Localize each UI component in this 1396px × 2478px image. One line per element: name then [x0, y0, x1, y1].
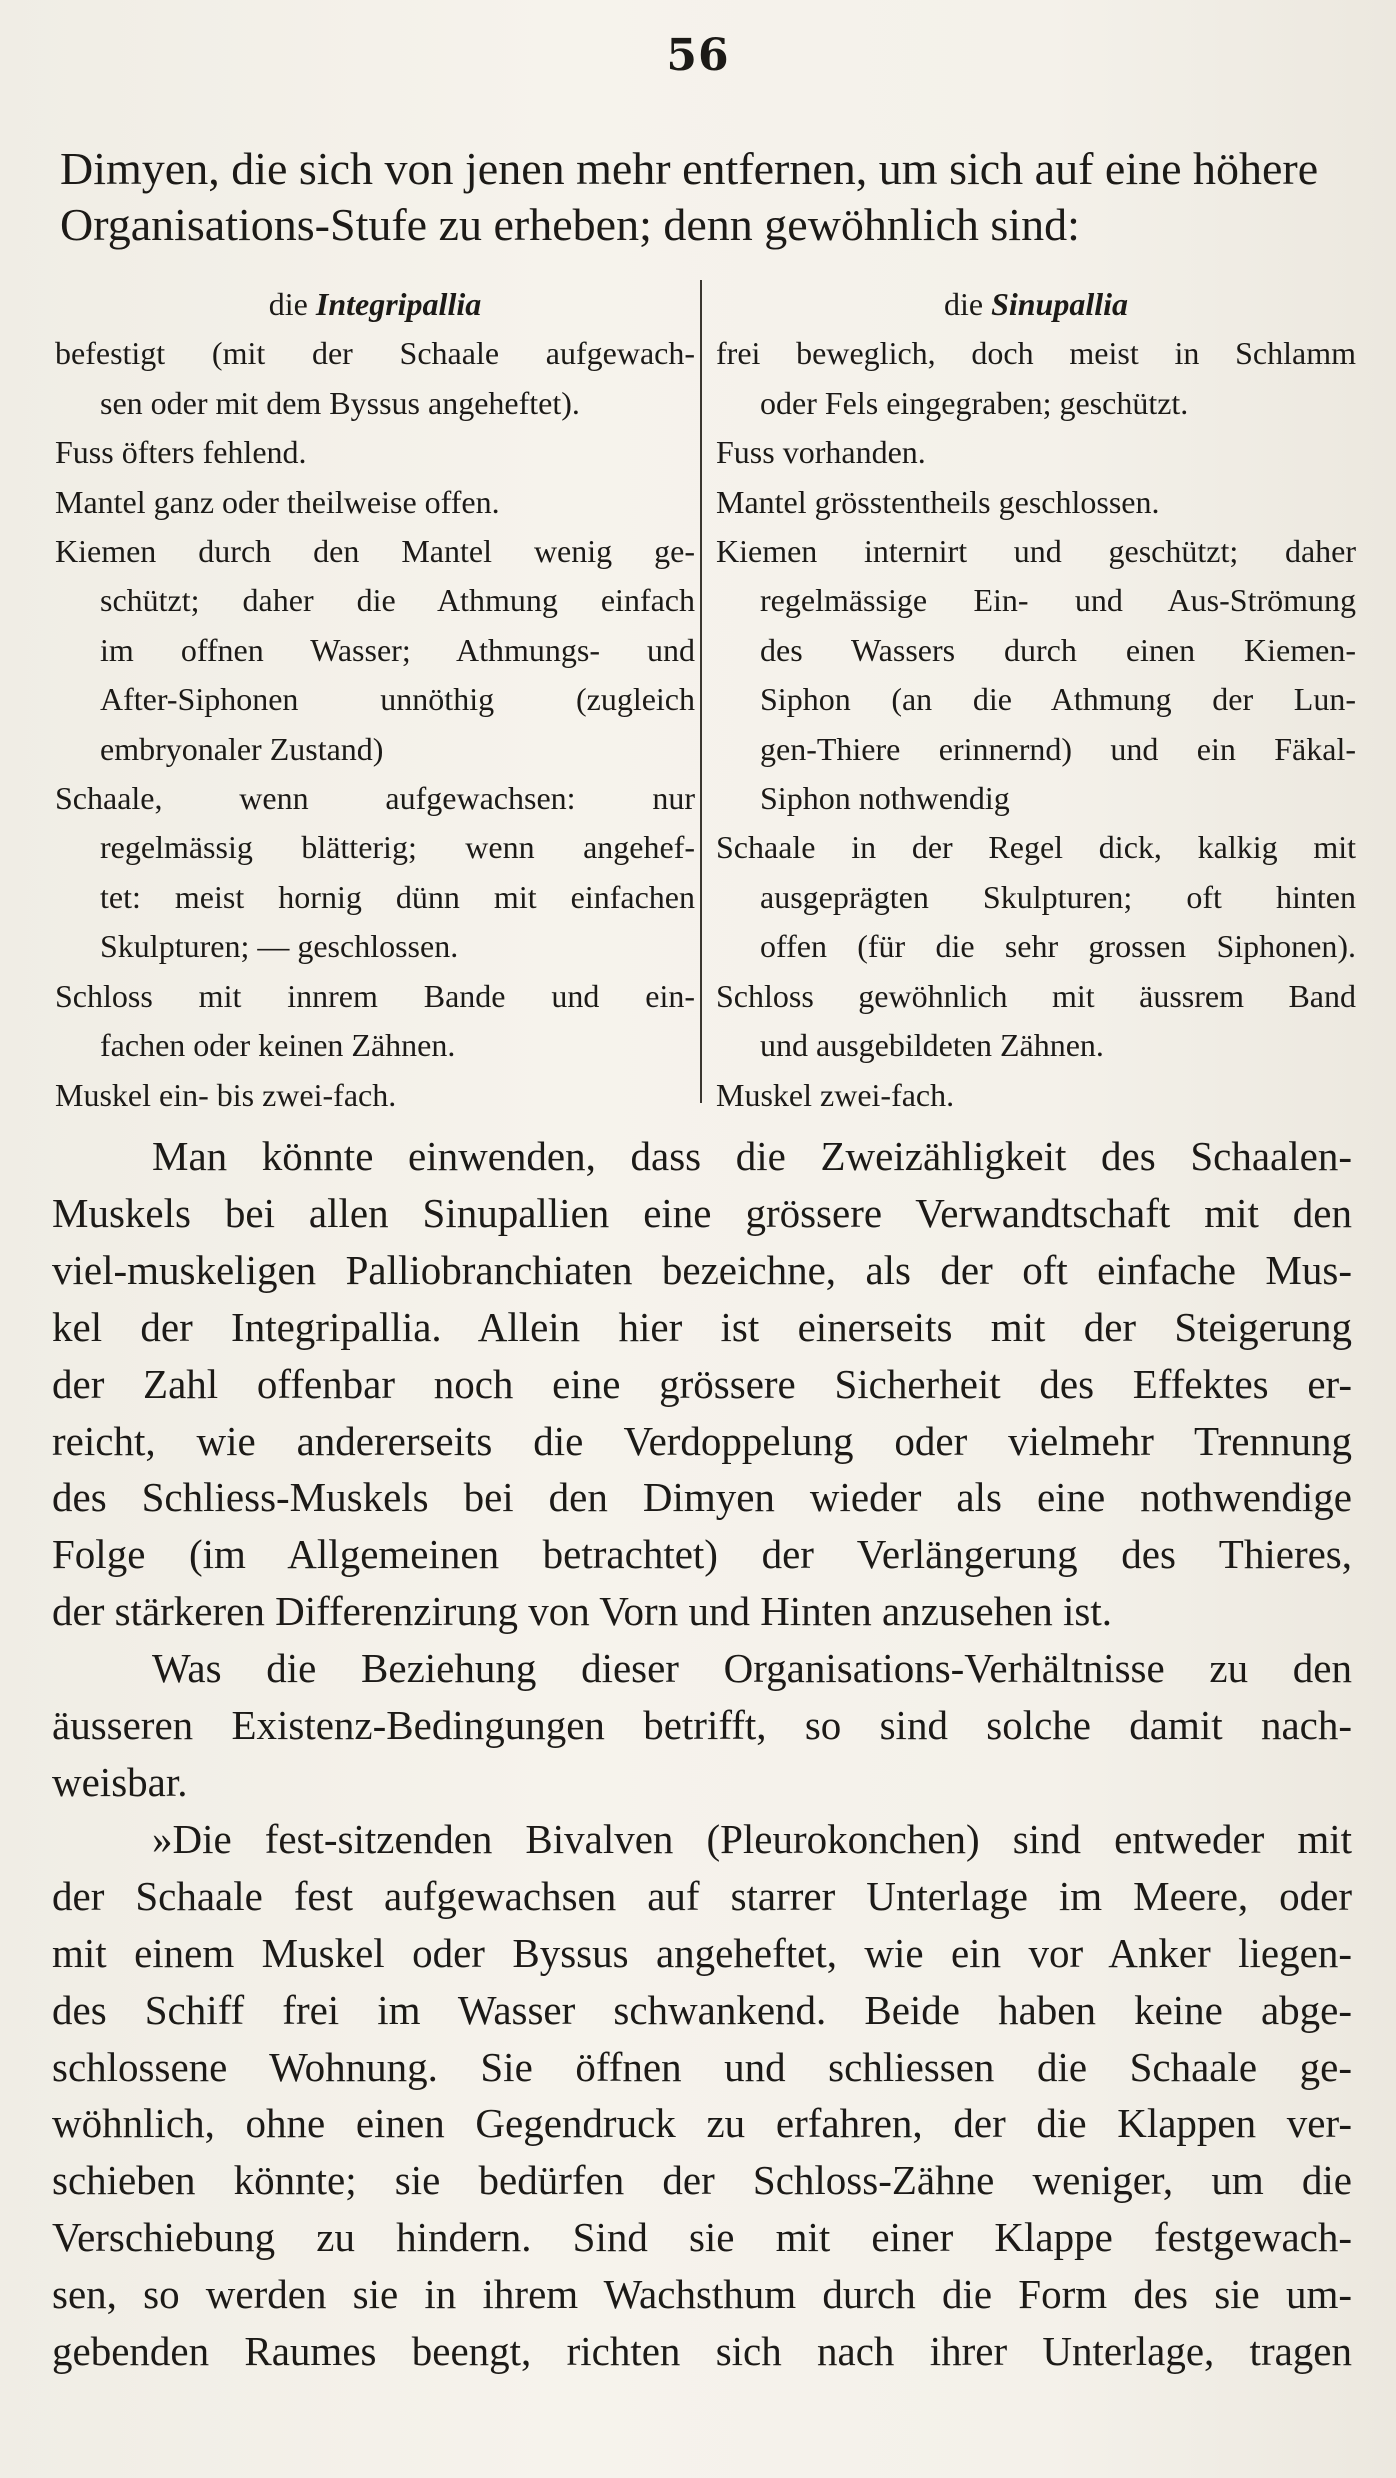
column-line: Muskel ein- bis zwei-fach. [55, 1076, 397, 1113]
column-line: Siphon nothwendig [760, 780, 1010, 817]
column-line: ausgeprägten Skulpturen; oft hinten [760, 878, 1356, 915]
column-line: Siphon (an die Athmung der Lun- [760, 681, 1356, 718]
body-line: Folge (im Allgemeinen betrachtet) der Verlängerung des Thieres, [52, 1531, 1352, 1578]
body-line: viel-muskeligen Palliobranchiaten bezeichne, als der oft einfache Mus- [52, 1246, 1352, 1293]
column-divider [700, 280, 702, 1103]
body-line: des Schiff frei im Wasser schwankend. Beide haben keine abge- [52, 1986, 1352, 2033]
heading-term: Integripallia [315, 286, 482, 322]
left-column [55, 280, 695, 1120]
page-number: 56 [666, 30, 730, 81]
intro-line: Dimyen, die sich von jenen mehr entfernen, um sich auf eine höhere [60, 143, 1319, 194]
body-text [52, 1128, 1352, 2380]
column-line: des Wassers durch einen Kiemen- [760, 631, 1356, 668]
column-line: Schloss mit innrem Bande und ein- [55, 977, 695, 1014]
column-line: Fuss öfters fehlend. [55, 434, 307, 471]
body-line: Verschiebung zu hindern. Sind sie mit einer Klappe festgewach- [52, 2214, 1352, 2261]
left-column-heading [55, 280, 695, 329]
column-line: Schaale in der Regel dick, kalkig mit [716, 829, 1356, 866]
intro-line: Organisations-Stufe zu erheben; denn gewöhnlich sind: [60, 199, 1080, 250]
column-line: Mantel ganz oder theilweise offen. [55, 483, 500, 520]
column-line: offen (für die sehr grossen Siphonen). [760, 928, 1356, 965]
column-line: sen oder mit dem Byssus angeheftet). [100, 384, 580, 421]
column-line: frei beweglich, doch meist in Schlamm [716, 335, 1356, 372]
body-line: äusseren Existenz-Bedingungen betrifft, so sind solche damit nach- [52, 1702, 1352, 1749]
column-line: Skulpturen; — geschlossen. [100, 928, 459, 965]
column-line: und ausgebildeten Zähnen. [760, 1027, 1104, 1064]
body-line: Muskels bei allen Sinupallien eine grössere Verwandtschaft mit den [52, 1189, 1352, 1236]
body-line: gebenden Raumes beengt, richten sich nach ihrer Unterlage, tragen [52, 2328, 1352, 2375]
body-line: Man könnte einwenden, dass die Zweizähligkeit des Schaalen- [152, 1133, 1352, 1179]
right-column [716, 280, 1356, 1120]
column-line: Kiemen internirt und geschützt; daher [716, 533, 1356, 570]
body-line: kel der Integripallia. Allein hier ist einerseits mit der Steigerung [52, 1303, 1352, 1350]
body-line: sen, so werden sie in ihrem Wachsthum durch die Form des sie um- [52, 2271, 1352, 2318]
right-column-heading [716, 280, 1356, 329]
body-line: schlossene Wohnung. Sie öffnen und schliessen die Schaale ge- [52, 2043, 1352, 2090]
heading-prefix: die [268, 286, 316, 322]
column-line: im offnen Wasser; Athmungs- und [100, 631, 695, 668]
column-line: fachen oder keinen Zähnen. [100, 1027, 456, 1064]
column-line: Kiemen durch den Mantel wenig ge- [55, 533, 695, 570]
heading-prefix: die [943, 286, 992, 322]
body-line: reicht, wie andererseits die Verdoppelung oder vielmehr Trennung [52, 1417, 1352, 1464]
body-line: schieben könnte; sie bedürfen der Schloss-Zähne weniger, um die [52, 2157, 1352, 2204]
column-line: oder Fels eingegraben; geschützt. [760, 384, 1189, 421]
column-line: tet: meist hornig dünn mit einfachen [100, 878, 695, 915]
column-line: regelmässige Ein- und Aus-Strömung [760, 582, 1356, 619]
column-line: schützt; daher die Athmung einfach [100, 582, 695, 619]
body-line: mit einem Muskel oder Byssus angeheftet, wie ein vor Anker liegen- [52, 1929, 1352, 1976]
column-line: embryonaler Zustand) [100, 730, 384, 767]
heading-term: Sinupallia [991, 286, 1129, 322]
body-line: weisbar. [52, 1758, 188, 1805]
column-line: Schloss gewöhnlich mit äussrem Band [716, 977, 1356, 1014]
column-line: gen-Thiere erinnernd) und ein Fäkal- [760, 730, 1356, 767]
body-line: der Zahl offenbar noch eine grössere Sicherheit des Effektes er- [52, 1360, 1352, 1407]
column-line: regelmässig blätterig; wenn angehef- [100, 829, 695, 866]
body-line: »Die fest-sitzenden Bivalven (Pleurokonchen) sind entweder mit [152, 1815, 1352, 1862]
body-line: des Schliess-Muskels bei den Dimyen wieder als eine nothwendige [52, 1474, 1352, 1521]
column-line: Muskel zwei-fach. [716, 1076, 955, 1113]
body-line: Was die Beziehung dieser Organisations-Verhältnisse zu den [152, 1645, 1352, 1692]
column-line: Schaale, wenn aufgewachsen: nur [55, 780, 695, 817]
body-line: der stärkeren Differenzirung von Vorn und Hinten anzusehen ist. [52, 1588, 1113, 1635]
column-line: Mantel grösstentheils geschlossen. [716, 483, 1160, 520]
column-line: befestigt (mit der Schaale aufgewach- [55, 335, 695, 372]
body-line: der Schaale fest aufgewachsen auf starrer Unterlage im Meere, oder [52, 1872, 1352, 1919]
column-line: Fuss vorhanden. [716, 434, 926, 471]
column-line: After-Siphonen unnöthig (zugleich [100, 681, 695, 718]
body-line: wöhnlich, ohne einen Gegendruck zu erfahren, der die Klappen ver- [52, 2100, 1352, 2147]
